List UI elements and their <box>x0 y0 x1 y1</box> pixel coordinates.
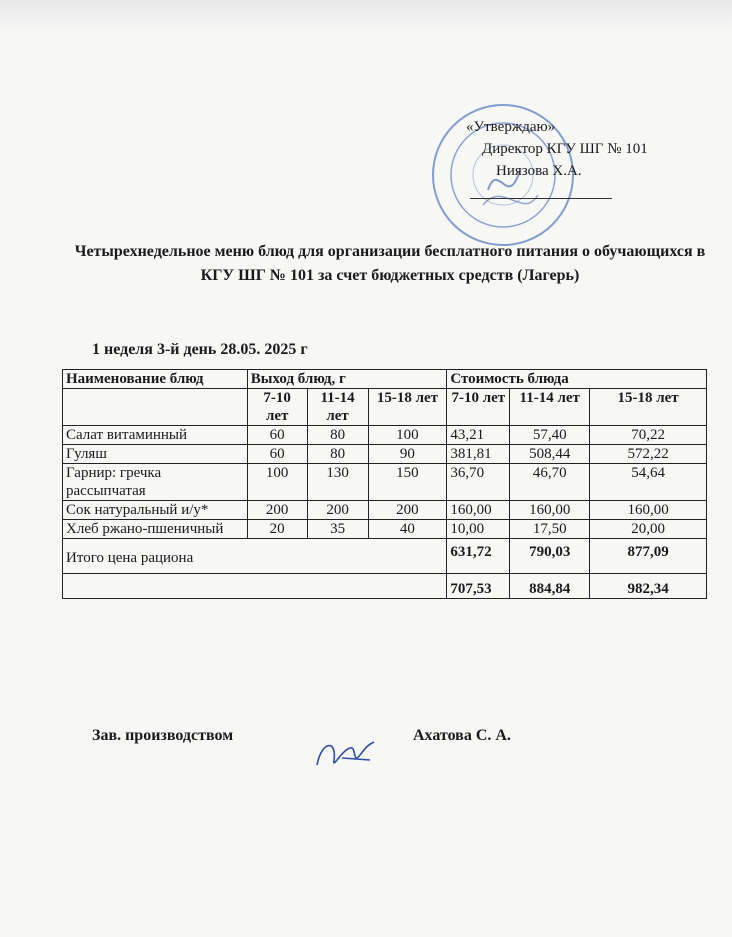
output-value: 35 <box>307 520 368 539</box>
dish-name: Гарнир: гречка рассыпчатая <box>63 464 248 501</box>
cost-value: 70,22 <box>590 426 707 445</box>
age-group: 11-14 лет <box>510 389 590 426</box>
total-value: 631,72 <box>447 539 510 574</box>
dish-name: Гуляш <box>63 445 248 464</box>
cost-value: 43,21 <box>447 426 510 445</box>
menu-table <box>62 369 707 599</box>
footer-name: Ахатова С. А. <box>413 727 511 744</box>
age-group: 11-14 лет <box>307 389 368 426</box>
page-title: Четырехнедельное меню блюд для организации бесплатного питания о обучающихся в КГУ ШГ № 101 за счет бюджетных средств (Лагерь) <box>74 243 706 284</box>
scan-shadow <box>0 0 732 34</box>
output-value: 60 <box>247 445 307 464</box>
cost-value: 160,00 <box>447 501 510 520</box>
output-value: 200 <box>307 501 368 520</box>
table-age-row <box>63 389 707 426</box>
approval-line-2: Директор КГУ ШГ № 101 <box>482 141 648 157</box>
table-row <box>63 501 707 520</box>
age-group: 7-10 лет <box>247 389 307 426</box>
cost-value: 57,40 <box>510 426 590 445</box>
table-header-row <box>63 370 707 389</box>
page-subtitle: 1 неделя 3-й день 28.05. 2025 г <box>92 341 308 358</box>
output-value: 90 <box>368 445 447 464</box>
table-row <box>63 426 707 445</box>
cost-value: 10,00 <box>447 520 510 539</box>
cost-value: 381,81 <box>447 445 510 464</box>
dish-name: Хлеб ржано-пшеничный <box>63 520 248 539</box>
total-label: Итого цена рациона <box>63 539 447 574</box>
approval-line-1: «Утверждаю» <box>466 119 556 135</box>
table-row <box>63 520 707 539</box>
signature-icon <box>312 730 382 780</box>
output-value: 150 <box>368 464 447 501</box>
total2-value: 884,84 <box>510 574 590 599</box>
header-cost: Стоимость блюда <box>447 370 707 389</box>
total-value: 877,09 <box>590 539 707 574</box>
table-row <box>63 445 707 464</box>
output-value: 200 <box>368 501 447 520</box>
dish-name: Салат витаминный <box>63 426 248 445</box>
table-row <box>63 464 707 501</box>
cost-value: 572,22 <box>590 445 707 464</box>
age-group: 15-18 лет <box>368 389 447 426</box>
output-value: 20 <box>247 520 307 539</box>
output-value: 100 <box>247 464 307 501</box>
total2-row <box>63 574 707 599</box>
approval-line-3: Ниязова Х.А. <box>496 163 582 179</box>
output-value: 130 <box>307 464 368 501</box>
cost-value: 46,70 <box>510 464 590 501</box>
cost-value: 54,64 <box>590 464 707 501</box>
cost-value: 160,00 <box>590 501 707 520</box>
output-value: 80 <box>307 445 368 464</box>
age-group: 15-18 лет <box>590 389 707 426</box>
output-value: 200 <box>247 501 307 520</box>
total-value: 790,03 <box>510 539 590 574</box>
total2-value: 707,53 <box>447 574 510 599</box>
total2-value: 982,34 <box>590 574 707 599</box>
cost-value: 36,70 <box>447 464 510 501</box>
age-group: 7-10 лет <box>447 389 510 426</box>
cost-value: 17,50 <box>510 520 590 539</box>
cost-value: 20,00 <box>590 520 707 539</box>
output-value: 60 <box>247 426 307 445</box>
signature-line <box>470 198 612 199</box>
output-value: 40 <box>368 520 447 539</box>
footer-position: Зав. производством <box>92 727 234 744</box>
header-output: Выход блюд, г <box>247 370 447 389</box>
total-row <box>63 539 707 574</box>
output-value: 100 <box>368 426 447 445</box>
cost-value: 508,44 <box>510 445 590 464</box>
output-value: 80 <box>307 426 368 445</box>
approval-block <box>452 116 648 182</box>
cost-value: 160,00 <box>510 501 590 520</box>
header-name: Наименование блюд <box>63 370 248 389</box>
dish-name: Сок натуральный и/у* <box>63 501 248 520</box>
